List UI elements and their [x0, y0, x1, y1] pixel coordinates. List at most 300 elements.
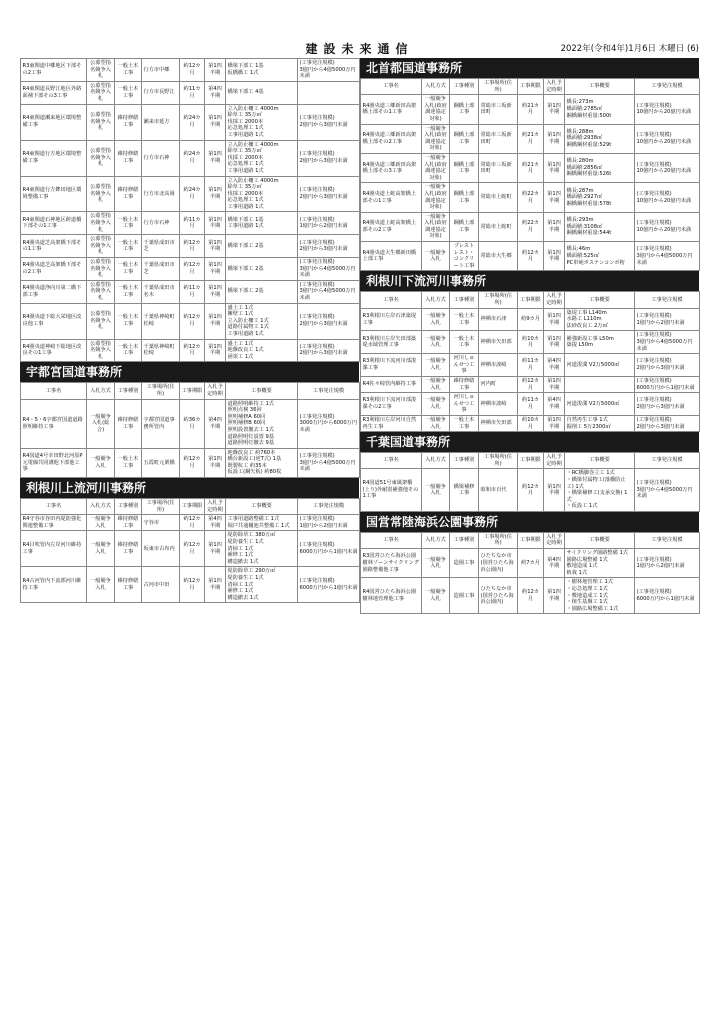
cell-bid-method: 公募型指名競争入札 [87, 81, 115, 104]
cell-bid-timing: 第4四半期 [205, 81, 226, 104]
cell-bid-timing: 第4四半期 [544, 549, 565, 578]
column-header-bid-method: 入札方式 [422, 292, 450, 308]
cell-work-period: 約12カ月 [518, 469, 544, 512]
cell-work-type: 鋼橋上部工事 [450, 212, 479, 241]
page-header [20, 40, 699, 56]
cell-work-type: 鋼橋上部工事 [450, 183, 479, 212]
cell-work-name: R4圏央道三郷新田高架橋上部その2工事 [361, 124, 422, 153]
cell-work-type: 一般土木工事 [115, 212, 142, 235]
cell-bid-timing: 第1四半期 [544, 469, 565, 512]
cell-order-scale: (工事発注規模) 2億円から3億円未満 [635, 354, 700, 377]
cell-work-location: 千葉県成田市芝 [142, 258, 180, 281]
cell-work-name: R4・5・6宇都宮国道道路照明維持工事 [21, 399, 87, 448]
cell-bid-timing: 第1四半期 [544, 578, 565, 614]
cell-bid-timing: 第1四半期 [205, 212, 226, 235]
cell-work-location: 常総市上蛇町 [479, 212, 518, 241]
column-header-work-location: 工事場所(住所) [479, 79, 518, 95]
cell-work-name: R4圏央道上蛇高架橋上部その1工事 [361, 183, 422, 212]
cell-work-summary: ・樹林地管理工 1式 ・応急処理工 1式 ・敷地造成工 1式 ・植生基盤工 1式 ・園路広場整備工 1式 [565, 578, 635, 614]
cell-bid-method: 公募型指名競争入札 [87, 258, 115, 281]
column-header-bid-method: 入札方式 [422, 453, 450, 469]
cell-work-period: 約22カ月 [518, 212, 544, 241]
cell-bid-method: 一般競争入札 [422, 376, 450, 392]
table-header-row [361, 453, 700, 469]
cell-work-period: 約12カ月 [180, 339, 205, 362]
cell-bid-timing: 第4四半期 [205, 515, 226, 531]
cell-order-scale: (工事発注規模) 3億円から4億5000万円未満 [635, 469, 700, 512]
cell-bid-timing: 第1四半期 [205, 567, 226, 603]
cell-order-scale: (工事発注規模) 3億円から4億5000万円未満 [635, 242, 700, 271]
table-header-row [21, 383, 360, 399]
works-table [20, 498, 360, 603]
cell-work-type: 維持修繕工事 [115, 399, 142, 448]
cell-work-location: 神栖市矢田部 [479, 415, 518, 431]
cell-bid-method: 公募型指名競争入札 [87, 140, 115, 176]
cell-work-summary [565, 376, 635, 392]
cell-order-scale: (工事発注規模) 1億円から2億円未満 [635, 549, 700, 578]
cell-order-scale: (工事発注規模) 10億円から20億円未満 [635, 183, 700, 212]
cell-work-name: R4圏央道三郷新田高架橋上部その1工事 [361, 95, 422, 124]
table-row [361, 578, 700, 614]
cell-bid-method: 公募型指名競争入札 [87, 212, 115, 235]
column-header-bid-method: 入札方式 [87, 383, 115, 399]
cell-bid-timing: 第1四半期 [544, 415, 565, 431]
works-table [360, 78, 700, 271]
cell-work-name: R3利根川下流河川部浚渫工事 [361, 354, 422, 377]
column-header-work-summary: 工事概要 [226, 499, 298, 515]
cell-work-type: 河川しゅんせつ工事 [450, 354, 479, 377]
cell-work-name: R4圏央道浄向川第二橋下部工事 [21, 280, 87, 303]
cell-bid-timing: 第1四半期 [205, 339, 226, 362]
cell-order-scale: (工事発注規模) 3000万円から6000万円未満 [298, 399, 360, 448]
cell-bid-method: 一般競争入札(政府調達協定対象) [422, 95, 450, 124]
cell-order-scale: (工事発注規模) 3億円から4億5000万円未満 [298, 59, 360, 82]
cell-order-scale: (工事発注規模) 2億円から3億円未満 [298, 176, 360, 212]
cell-work-summary: 橋梁下部工 1基 工事用道路 1式 [226, 212, 298, 235]
cell-work-name: R3利根川下流河川部浚渫その2工事 [361, 393, 422, 416]
table-row [361, 415, 700, 431]
cell-work-name: R4国道4号幸田野北河原P元電線共同溝他下部他工事 [21, 448, 87, 477]
cell-bid-timing: 第1四半期 [205, 235, 226, 258]
cell-work-type: 一般土木工事 [450, 415, 479, 431]
cell-bid-method: 一般競争入札 [422, 308, 450, 331]
cell-order-scale: (工事発注規模) 3億円から4億5000万円未満 [298, 448, 360, 477]
cell-work-summary: 橋梁下部工 2基 [226, 280, 298, 303]
table-row [21, 81, 360, 104]
column-header-work-summary: 工事概要 [226, 383, 298, 399]
column-header-work-location: 工事場所(住所) [142, 499, 180, 515]
cell-work-period: 約36カ月 [180, 399, 205, 448]
column-header-order-scale: 工事発注規模 [635, 453, 700, 469]
cell-work-type: 維持修繕工事 [115, 104, 142, 140]
cell-order-scale: (工事発注規模) 3億円から4億5000万円未満 [635, 331, 700, 354]
cell-bid-timing: 第1四半期 [205, 531, 226, 567]
cell-order-scale: (工事発注規模) 2億円から3億円未満 [298, 104, 360, 140]
table-row [21, 59, 360, 82]
cell-work-type: 一般土木工事 [115, 81, 142, 104]
cell-work-period: 約12カ月 [180, 59, 205, 82]
table-row [21, 212, 360, 235]
column-header-work-type: 工事種別 [115, 383, 142, 399]
cell-order-scale: (工事発注規模) 6000万円から1億円未満 [635, 578, 700, 614]
cell-order-scale: (工事発注規模) 2億円から3億円未満 [298, 303, 360, 339]
cell-work-location: ひたちなか市(国営ひたち海浜公園内) [479, 578, 518, 614]
cell-work-location: 千葉県神崎町松崎 [142, 339, 180, 362]
cell-order-scale: (工事発注規模) 6000万円から1億円未満 [298, 531, 360, 567]
cell-work-type: 維持修繕工事 [115, 140, 142, 176]
column-header-bid-method: 入札方式 [87, 499, 115, 515]
cell-work-location: ひたちなか市(国営ひたち海浜公園内) [479, 549, 518, 578]
cell-bid-method: 公募型指名競争入札 [87, 59, 115, 82]
cell-work-period: 約24カ月 [180, 140, 205, 176]
cell-work-type: 一般土木工事 [115, 339, 142, 362]
cell-work-type: 造園工事 [450, 549, 479, 578]
table-row [361, 183, 700, 212]
table-row [21, 303, 360, 339]
cell-bid-method: 一般競争入札 [422, 354, 450, 377]
cell-bid-method: 一般競争入札 [422, 331, 450, 354]
cell-work-name: R4国道51号東風架橋(上り)外耐震補強他その1工事 [361, 469, 422, 512]
column-header-order-scale: 工事発注規模 [298, 499, 360, 515]
cell-order-scale: (工事発注規模) 6000万円から1億円未満 [635, 376, 700, 392]
cell-bid-method: 公募型指名競争入札 [87, 104, 115, 140]
cell-bid-timing: 第1四半期 [544, 376, 565, 392]
table-row [21, 339, 360, 362]
column-header-work-location: 工事場所(住所) [142, 383, 180, 399]
cell-work-summary: 築堤工事 L140m 水路工 L110m 法砂改良工 2万㎡ [565, 308, 635, 331]
cell-work-period: 約10カ月 [518, 331, 544, 354]
cell-bid-method: 一般競争入札 [422, 393, 450, 416]
cell-work-summary: 橋長:288m 橋面積:2938㎡ 鋼橋鋼材重量:529t [565, 124, 635, 153]
table-row [361, 331, 700, 354]
column-header-bid-timing: 入札予定時期 [544, 79, 565, 95]
works-table [20, 382, 360, 478]
cell-work-period: 約21カ月 [518, 153, 544, 182]
cell-work-location: 行方市石神 [142, 140, 180, 176]
cell-bid-method: 一般競争入札(政府調達協定対象) [422, 124, 450, 153]
cell-work-type: 一般土木工事 [115, 280, 142, 303]
works-table [360, 532, 700, 615]
cell-work-type: 橋梁補修工事 [450, 469, 479, 512]
cell-work-location: 行方市長野江 [142, 81, 180, 104]
cell-bid-method: 一般競争入札 [422, 469, 450, 512]
cell-work-summary: 自然再生工事 1式 掘削工 5万2300㎥ [565, 415, 635, 431]
cell-work-location: 河内町 [479, 376, 518, 392]
column-header-work-name: 工事名 [361, 292, 422, 308]
works-table [20, 58, 360, 362]
cell-work-type: 一般土木工事 [450, 308, 479, 331]
cell-work-period: 約12カ月 [180, 235, 205, 258]
cell-work-period: 約9カ月 [518, 308, 544, 331]
cell-work-period: 約21カ月 [518, 124, 544, 153]
column-header-order-scale: 工事発注規模 [635, 79, 700, 95]
cell-work-summary: 立入防止柵工 4000m 除草工 35万㎡ 伐採工 2000本 応急処理工 1式 工事用道路 1式 [226, 176, 298, 212]
cell-order-scale: (工事発注規模) 10億円から20億円未満 [635, 124, 700, 153]
column-header-work-name: 工事名 [361, 532, 422, 548]
cell-work-location: 行方市中郷 [142, 59, 180, 82]
column-header-bid-timing: 入札予定時期 [544, 292, 565, 308]
table-row [361, 242, 700, 271]
cell-work-summary: 補強新設工事 L50m 築提 L50m [565, 331, 635, 354]
cell-work-period: 約12カ月 [518, 242, 544, 271]
table-row [361, 308, 700, 331]
newspaper-title: 建設未来通信 [305, 42, 414, 56]
cell-bid-timing: 第1四半期 [205, 104, 226, 140]
cell-work-name: R4目吹管内左岸河川維持工事 [21, 531, 87, 567]
office-section [20, 58, 359, 362]
table-row [361, 212, 700, 241]
cell-work-summary: 立入防止柵工 4000m 除草工 35万㎡ 伐採工 2000本 応急処理工 1式 工事用道路 1式 [226, 140, 298, 176]
cell-work-location: 常総市三坂新田町 [479, 153, 518, 182]
cell-work-type: 一般土木工事 [450, 331, 479, 354]
table-row [361, 376, 700, 392]
table-header-row [361, 532, 700, 548]
cell-bid-method: 公募型指名競争入札 [87, 176, 115, 212]
cell-bid-method: 一般競争入札 [422, 578, 450, 614]
cell-work-summary: 橋長:287m 橋面積:2927㎡ 鋼橋鋼材重量:578t [565, 183, 635, 212]
cell-work-summary: 立入防止柵工 4000m 除草工 35万㎡ 伐採工 2000本 応急処理工 1式 工事用道路 1式 [226, 104, 298, 140]
cell-work-location: 昭和市百代 [479, 469, 518, 512]
cell-work-type: 維持修繕工事 [115, 531, 142, 567]
cell-order-scale: (工事発注規模) 2億円から3億円未満 [298, 235, 360, 258]
cell-bid-method: 公募型指名競争入札 [87, 235, 115, 258]
cell-order-scale: (工事発注規模) 6000万円から1億円未満 [298, 567, 360, 603]
cell-work-period: 約24カ月 [180, 104, 205, 140]
table-row [21, 104, 360, 140]
cell-work-period: 約7カ月 [518, 549, 544, 578]
cell-order-scale: (工事発注規模) 1億円から2億円未満 [298, 212, 360, 235]
cell-work-location: 常総市上蛇町 [479, 183, 518, 212]
column-header-work-summary: 工事概要 [565, 532, 635, 548]
column-header-work-location: 工事場所(住所) [479, 292, 518, 308]
cell-order-scale: (工事発注規模) 3億円から4億5000万円未満 [298, 280, 360, 303]
cell-work-name: R4古河管内下流部河川維持工事 [21, 567, 87, 603]
cell-work-location: 行方市石神 [142, 212, 180, 235]
cell-work-type: 造園工事 [450, 578, 479, 614]
column-header-work-location: 工事場所(住所) [479, 453, 518, 469]
table-row [361, 549, 700, 578]
table-row [361, 354, 700, 377]
cell-work-summary: 橋長:46m 橋面積:525㎡ PC単純ポステンコンポ桁 [565, 242, 635, 271]
cell-bid-method: 一般競争入札 [87, 531, 115, 567]
left-column [20, 58, 359, 603]
cell-work-name: R4佐々崎管内維持工事 [361, 376, 422, 392]
cell-bid-method: 一般競争入札 [422, 415, 450, 431]
cell-work-period: 約11カ月 [180, 81, 205, 104]
cell-work-summary: 橋梁下部工 2基 [226, 258, 298, 281]
cell-work-type: 維持修繕工事 [115, 176, 142, 212]
cell-bid-method: 一般競争入札 [87, 567, 115, 603]
column-header-work-type: 工事種別 [450, 453, 479, 469]
table-row [21, 531, 360, 567]
cell-work-location: 神栖市矢田部 [479, 331, 518, 354]
cell-work-type: 維持修繕工事 [450, 376, 479, 392]
column-header-work-period: 工事期限 [518, 532, 544, 548]
cell-work-type: 鋼橋上部工事 [450, 95, 479, 124]
table-row [21, 235, 360, 258]
cell-work-period: 約12カ月 [518, 376, 544, 392]
cell-work-period: 約22カ月 [518, 183, 544, 212]
cell-work-name: R4圏央道芝高架橋下部その1工事 [21, 235, 87, 258]
cell-work-summary: 盛土工 1式 擁壁工 1式 立入防止柵工 1式 道路付属物工 1式 工事用道路 1式 [226, 303, 298, 339]
office-section-title: 国営常陸海浜公園事務所 [360, 512, 699, 532]
table-row [21, 399, 360, 448]
column-header-work-period: 工事期限 [518, 453, 544, 469]
table-header-row [21, 499, 360, 515]
cell-order-scale: (工事発注規模) 2億円から3億円未満 [635, 415, 700, 431]
right-column [360, 58, 699, 614]
office-section-title: 利根川上流河川事務所 [20, 478, 359, 498]
cell-work-summary: 橋長:293m 橋面積:3108㎡ 鋼橋鋼材重量:544t [565, 212, 635, 241]
cell-work-name: R3利根川左岸矢田部築堤水域管理工事 [361, 331, 422, 354]
cell-work-name: R4東関道瀬来地区環境整備工事 [21, 104, 87, 140]
cell-work-type: 維持修繕工事 [115, 515, 142, 531]
cell-work-name: R4守谷市谷田内堤防強化関連整備工事 [21, 515, 87, 531]
column-header-work-period: 工事期限 [180, 499, 205, 515]
table-header-row [361, 292, 700, 308]
office-section [20, 362, 359, 478]
table-row [21, 258, 360, 281]
cell-work-name: R4圏央道芝高架橋下部その2工事 [21, 258, 87, 281]
cell-bid-timing: 第4四半期 [205, 399, 226, 448]
cell-bid-timing: 第1四半期 [205, 448, 226, 477]
cell-bid-timing: 第1四半期 [544, 308, 565, 331]
cell-work-period: 約11カ月 [180, 280, 205, 303]
cell-work-type: 一般土木工事 [115, 303, 142, 339]
column-header-work-name: 工事名 [361, 79, 422, 95]
cell-work-summary: 盛土工 1式 地盤改良工 1式 函渠工 1式 [226, 339, 298, 362]
cell-bid-timing: 第1四半期 [205, 258, 226, 281]
column-header-work-period: 工事期限 [180, 383, 205, 399]
cell-work-name: R3東関道中郷地区下部その2工事 [21, 59, 87, 82]
cell-work-name: R4東関道行方鉾田地区環境整備工事 [21, 176, 87, 212]
table-row [21, 448, 360, 477]
cell-work-location: 神栖市波崎 [479, 393, 518, 416]
column-header-bid-timing: 入札予定時期 [544, 453, 565, 469]
cell-order-scale: (工事発注規模) 10億円から20億円未満 [635, 212, 700, 241]
cell-work-location: 宇都宮国道事務所管内 [142, 399, 180, 448]
office-section-title: 利根川下流河川事務所 [360, 271, 699, 291]
cell-work-name: R4圏央道上蛇高架橋上部その2工事 [361, 212, 422, 241]
cell-bid-method: 公募型指名競争入札 [87, 339, 115, 362]
cell-work-name: R4圏央道大生郷新田橋上部工事 [361, 242, 422, 271]
cell-work-location: 坂東市古布内 [142, 531, 180, 567]
cell-work-name: R4東関道石神地区跨道橋下部その1工事 [21, 212, 87, 235]
cell-bid-timing: 第1四半期 [544, 95, 565, 124]
cell-work-period: 約12カ月 [518, 578, 544, 614]
cell-order-scale: (工事発注規模) 3億円から4億5000万円未満 [298, 258, 360, 281]
cell-bid-method: 一般競争入札 [87, 515, 115, 531]
cell-order-scale: (工事発注規模) 1億円から2億円未満 [635, 308, 700, 331]
cell-order-scale: (工事発注規模) 2億円から3億円未満 [298, 140, 360, 176]
cell-bid-method: 一般競争入札(政府調達協定対象) [422, 183, 450, 212]
cell-work-summary: 堤防除草工 380万㎡ 堤防養生工 1式 清掃工 1式 補修工 1式 構造撤去 1式 [226, 531, 298, 567]
cell-bid-timing: 第4四半期 [544, 354, 565, 377]
cell-work-location: 千葉県成田市芝 [142, 235, 180, 258]
table-row [361, 95, 700, 124]
cell-work-summary: 工事用道路整備工 1式 堀戸共通樋池共整備工 1式 [226, 515, 298, 531]
works-table [360, 291, 700, 432]
cell-work-summary: 道路照明維持工 1式 照明点検 36回 照明補修A 60回 照明補修B 60回 照明設置撤去工 1式 道路照明灯設置 9基 道路照明灯撤去 9基 [226, 399, 298, 448]
office-section [360, 271, 699, 432]
column-header-bid-timing: 入札予定時期 [205, 499, 226, 515]
column-header-order-scale: 工事発注規模 [635, 532, 700, 548]
office-section-title: 宇都宮国道事務所 [20, 362, 359, 382]
column-header-work-type: 工事種別 [450, 79, 479, 95]
cell-work-type: 一般土木工事 [115, 59, 142, 82]
cell-work-type: 一般土木工事 [115, 448, 142, 477]
cell-order-scale: (工事発注規模) 2億円から3億円未満 [298, 339, 360, 362]
column-header-work-summary: 工事概要 [565, 292, 635, 308]
office-section [360, 58, 699, 271]
cell-bid-timing: 第1四半期 [205, 176, 226, 212]
cell-bid-timing: 第1四半期 [205, 280, 226, 303]
cell-work-summary: 橋長:273m 橋面積:2785㎡ 鋼橋鋼材重量:500t [565, 95, 635, 124]
cell-work-location: 千葉県神崎町松崎 [142, 303, 180, 339]
cell-work-location: 行方市北高岡 [142, 176, 180, 212]
table-row [21, 176, 360, 212]
cell-work-location: 常総市三坂新田町 [479, 124, 518, 153]
cell-work-period: 約11カ月 [518, 354, 544, 377]
column-header-order-scale: 工事発注規模 [298, 383, 360, 399]
office-section [360, 512, 699, 615]
cell-work-name: R4圏央道神崎下総地区改良その1工事 [21, 339, 87, 362]
cell-work-summary: サイクリング園路整備 1式 園路広場整備 1式 敷地造成 1式 植栽 1式 [565, 549, 635, 578]
cell-work-name: R4東関道行方地区環境整備工事 [21, 140, 87, 176]
cell-work-type: 維持修繕工事 [115, 567, 142, 603]
cell-work-location: 神栖市波崎 [479, 354, 518, 377]
works-table [360, 452, 700, 512]
column-header-work-name: 工事名 [21, 499, 87, 515]
cell-work-name: R4東関道長野江地区外路面補下部その3工事 [21, 81, 87, 104]
cell-bid-method: 一般競争入札(政府調達協定対象) [422, 212, 450, 241]
cell-work-summary: 橋梁下部工 2基 [226, 235, 298, 258]
cell-order-scale: (工事発注規模) 10億円から20億円未満 [635, 95, 700, 124]
column-header-work-period: 工事期限 [518, 79, 544, 95]
cell-bid-method: 公募型指名競争入札 [87, 303, 115, 339]
cell-work-summary: 河道浚渫 V2万5000㎥ [565, 354, 635, 377]
column-header-work-type: 工事種別 [450, 532, 479, 548]
cell-bid-timing: 第4四半期 [544, 393, 565, 416]
issue-date: 2022年(令和4年)1月6日 木曜日 (6) [560, 44, 699, 54]
cell-bid-method: 一般競争入札 [422, 242, 450, 271]
table-row [21, 515, 360, 531]
cell-work-location: 守谷市 [142, 515, 180, 531]
cell-work-period: 約21カ月 [518, 95, 544, 124]
cell-work-period: 約10カ月 [518, 415, 544, 431]
cell-work-name: R3利根川左岸河川自然再生工事 [361, 415, 422, 431]
cell-work-type: プレストレスト・コンクリート工事 [450, 242, 479, 271]
cell-work-summary: 橋長:280m 橋面積:2856㎡ 鋼橋鋼材重量:526t [565, 153, 635, 182]
column-header-bid-method: 入札方式 [422, 79, 450, 95]
cell-bid-timing: 第1四半期 [544, 153, 565, 182]
cell-work-type: 河川しゅんせつ工事 [450, 393, 479, 416]
cell-work-location: 古河市中田 [142, 567, 180, 603]
cell-work-type: 一般土木工事 [115, 258, 142, 281]
cell-work-period: 約12カ月 [180, 258, 205, 281]
cell-work-name: R3利根川左岸石津築堤工事 [361, 308, 422, 331]
cell-bid-timing: 第1四半期 [544, 124, 565, 153]
office-section-title: 北首都国道事務所 [360, 58, 699, 78]
cell-order-scale: (工事発注規模) 1億円から2億円未満 [298, 515, 360, 531]
table-row [361, 393, 700, 416]
cell-bid-timing: 第1四半期 [544, 242, 565, 271]
cell-order-scale: (工事発注規模) 2億円から3億円未満 [635, 393, 700, 416]
cell-work-period: 約11カ月 [518, 393, 544, 416]
cell-work-summary: ・RC橋脚巻立工 1式 ・橋梁付属物工(落橋防止工) 1式 ・橋梁補修工(支承交換) 1式 ・仮設工 1式 [565, 469, 635, 512]
table-row [361, 153, 700, 182]
cell-bid-timing: 第1四半期 [544, 212, 565, 241]
